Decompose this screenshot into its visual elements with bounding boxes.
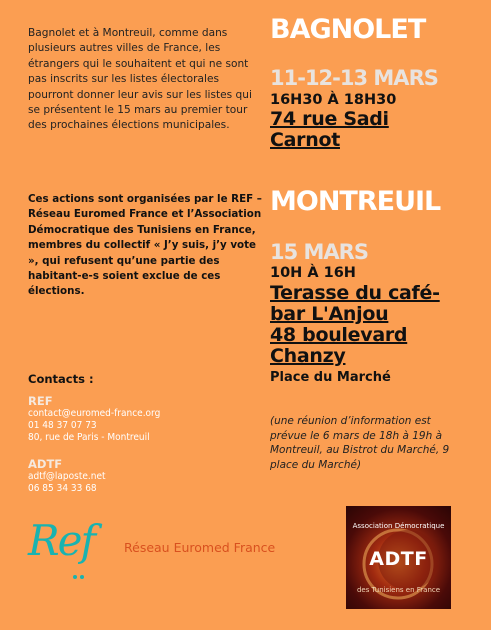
montreuil-address-line1: Terasse du café- (270, 282, 440, 304)
adtf-logo (346, 506, 451, 609)
info-meeting-note: (une réunion d’information est prévue le 6 mars de 18h à 19h à Montreuil, au Bistrot du Marché, 9 place du Marché) (270, 415, 450, 471)
montreuil-address-line4: Chanzy (270, 345, 346, 367)
bagnolet-address-line1: 74 rue Sadi (270, 108, 389, 130)
ref-logo (28, 516, 278, 596)
adtf-logo-top: Association Démocratique (352, 522, 445, 530)
montreuil-dates: 15 MARS (270, 240, 368, 264)
adtf-name: ADTF (28, 457, 63, 471)
adtf-logo-bottom: des Tunisiens en France (356, 586, 441, 594)
bagnolet-hours: 16H30 À 18H30 (270, 92, 397, 108)
montreuil-address-line2: bar L'Anjou (270, 303, 389, 325)
ref-logo-dots-icon (72, 572, 86, 582)
ref-name: REF (28, 394, 53, 408)
bagnolet-title: BAGNOLET (270, 14, 426, 45)
intro-paragraph: Bagnolet et à Montreuil, comme dans plusieurs autres villes de France, les étrangers qui le souhaitent et qui ne sont pas inscrits sur les listes électorales pourront donner leur avis sur les listes qui se présentent le 15 mars au premier tour des prochaines élections municipales. (28, 27, 252, 132)
organizers-paragraph: Ces actions sont organisées par le REF – Réseau Euromed France et l’Association Démocratique des Tunisiens en France, membres du collectif « J’y suis, j’y vote », qui refusent qu’une partie des habitant-e-s soient exclue de ces élections. (28, 193, 262, 298)
ref-logo-tagline: Réseau Euromed France (124, 540, 276, 555)
adtf-email[interactable]: adtf@laposte.net (28, 471, 106, 482)
montreuil-address-line3: 48 boulevard (270, 324, 408, 346)
ref-address: 80, rue de Paris - Montreuil (28, 432, 150, 443)
bagnolet-dates: 11-12-13 MARS (270, 66, 438, 90)
ref-phone: 01 48 37 07 73 (28, 420, 97, 431)
montreuil-place: Place du Marché (270, 370, 391, 385)
contacts-heading: Contacts : (28, 372, 94, 386)
ref-email[interactable]: contact@euromed-france.org (28, 408, 161, 419)
ref-logo-mark: Ref (28, 516, 95, 565)
adtf-logo-name: ADTF (369, 548, 428, 570)
adtf-contact (28, 457, 106, 495)
adtf-phone: 06 85 34 33 68 (28, 483, 97, 494)
bagnolet-address-line2: Carnot (270, 129, 340, 151)
montreuil-title: MONTREUIL (270, 186, 441, 217)
ref-contact (28, 394, 160, 444)
montreuil-hours: 10H À 16H (270, 265, 356, 281)
